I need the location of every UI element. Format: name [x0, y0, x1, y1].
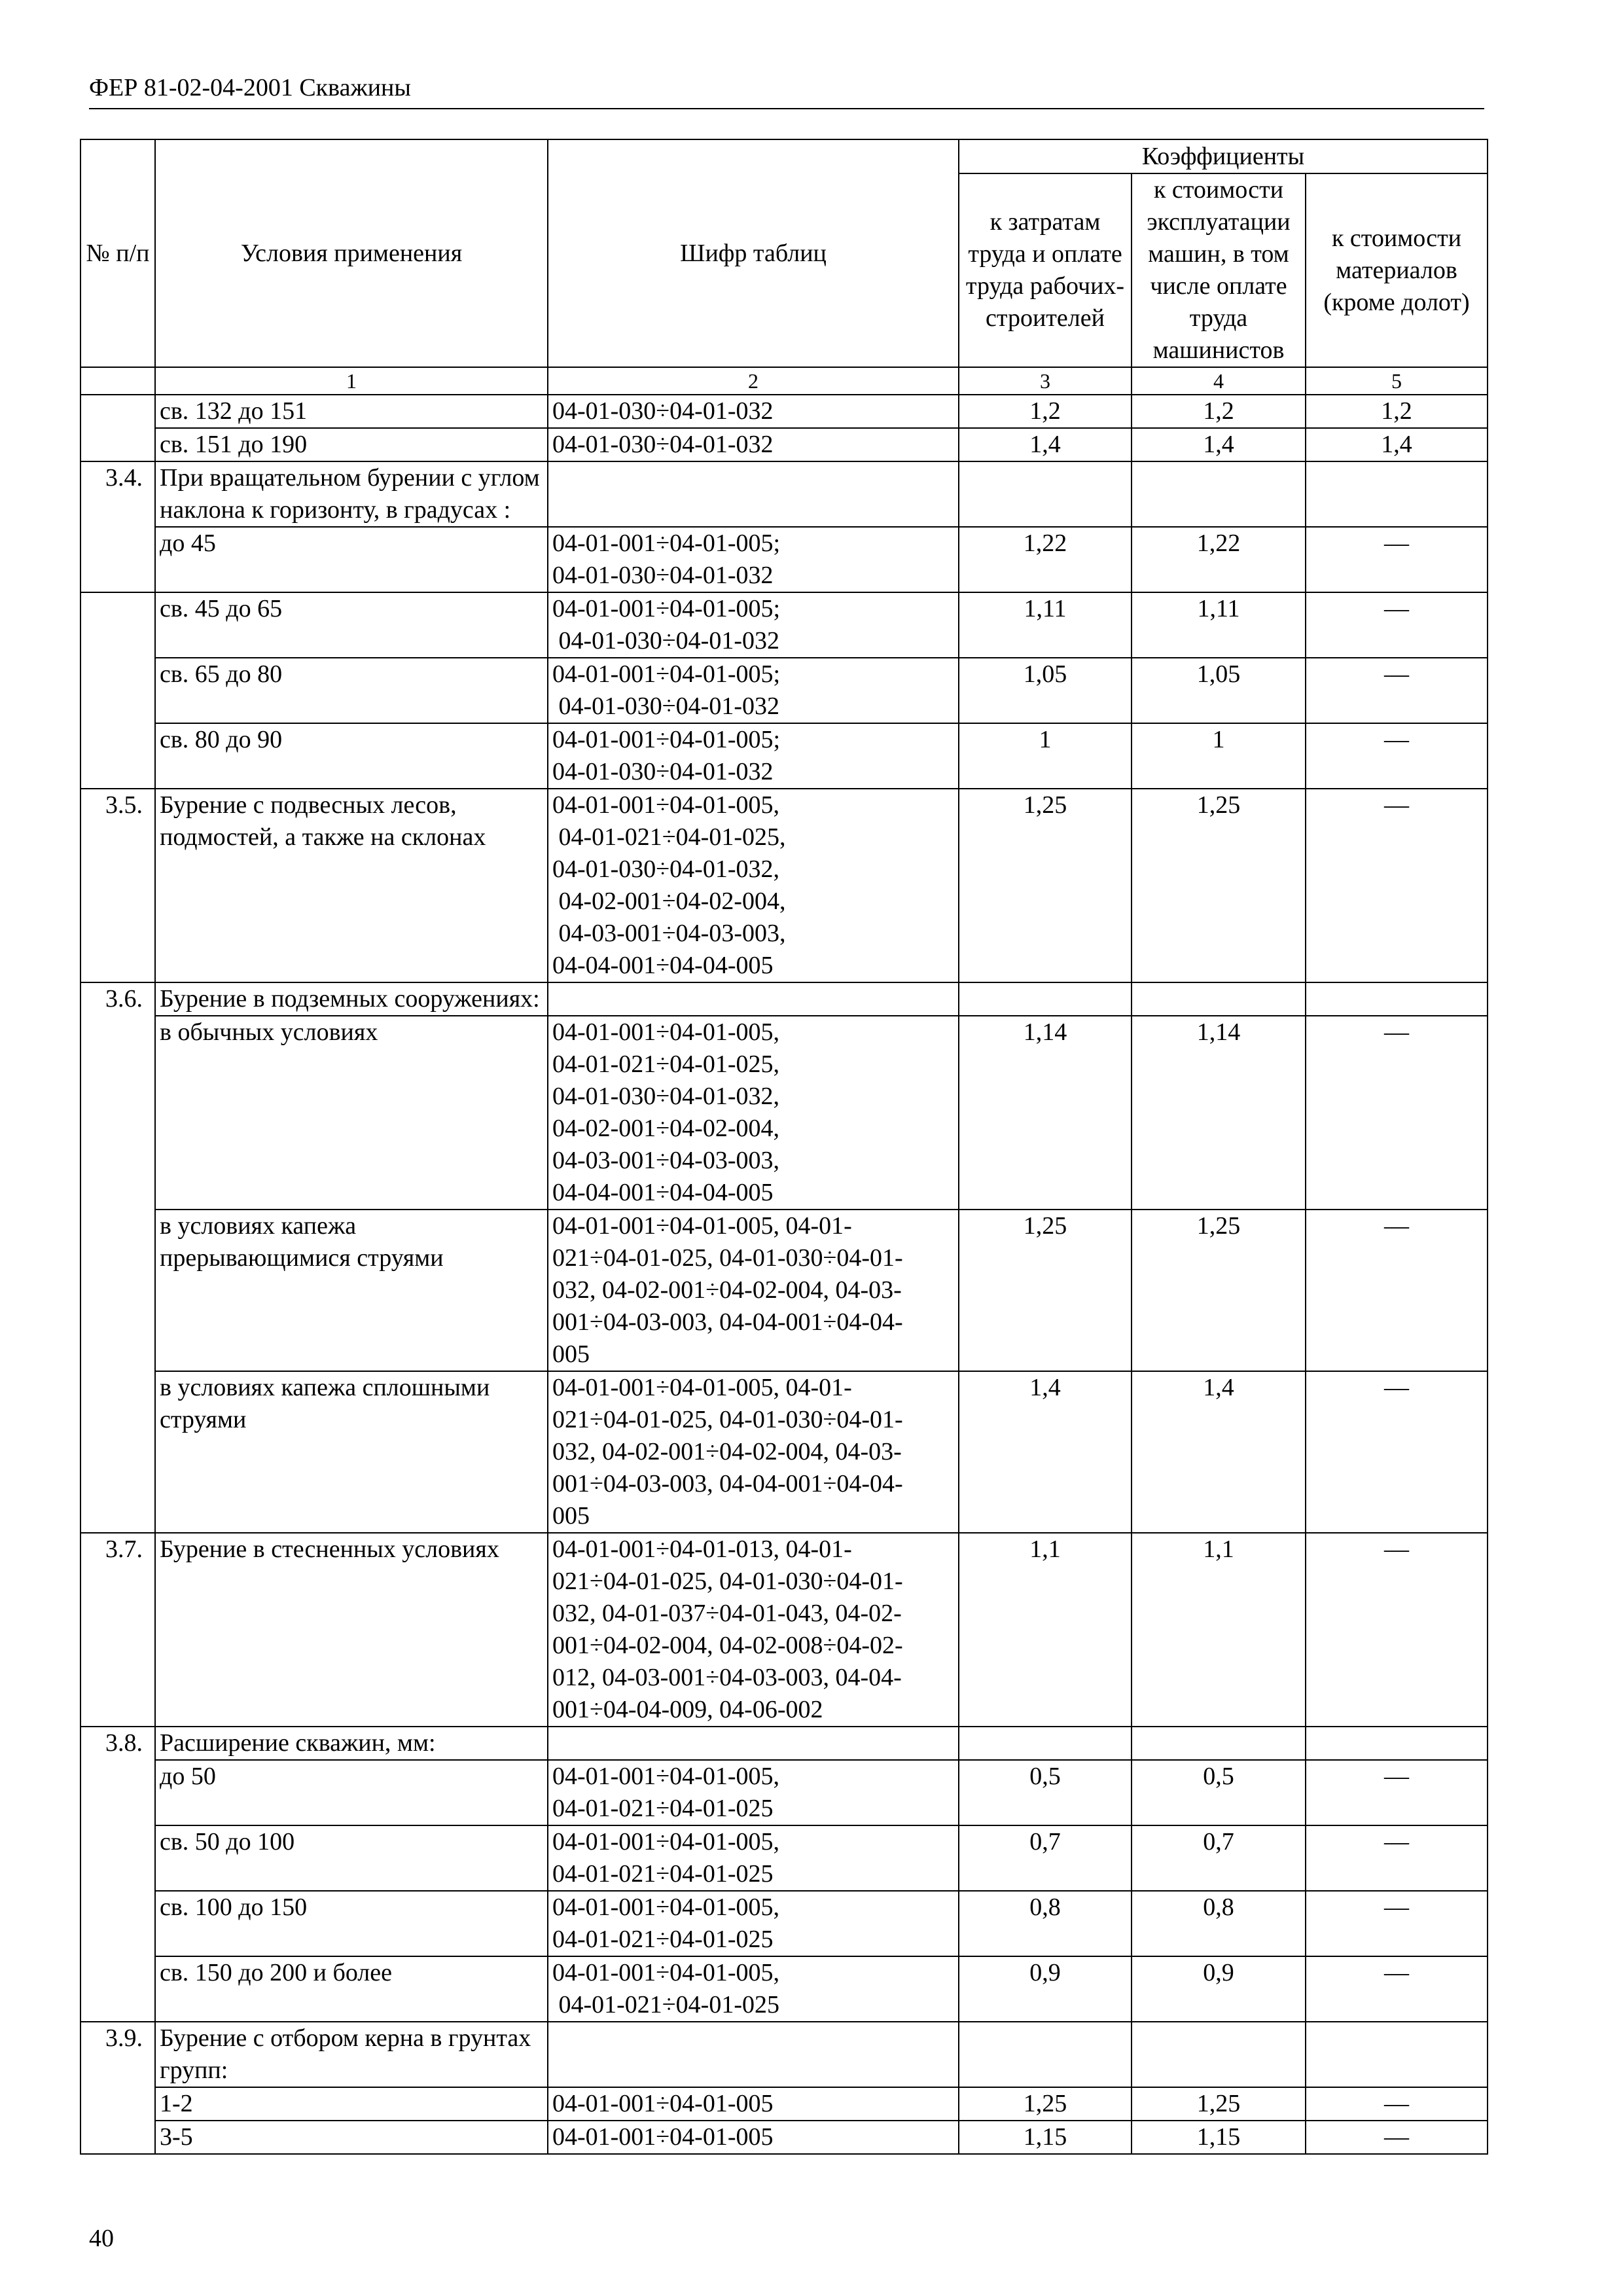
condition-cell: св. 80 до 90	[155, 723, 548, 789]
table-code-cell	[548, 1016, 959, 1210]
header-num: № п/п	[80, 139, 155, 367]
condition-cell: св. 45 до 65	[155, 592, 548, 658]
machines-coef-cell: 1,25	[1132, 1210, 1306, 1371]
labor-coef-cell: 1,11	[959, 592, 1132, 658]
labor-coef-cell: 0,9	[959, 1956, 1132, 2022]
machines-coef-cell: 1,4	[1132, 1371, 1306, 1533]
labor-coef-cell	[959, 461, 1132, 527]
table-code-cell	[548, 1727, 959, 1760]
table-row	[80, 1891, 1488, 1956]
table-code-line: 021÷04-01-025, 04-01-030÷04-01-	[552, 1568, 903, 1595]
table-code-line: 032, 04-01-037÷04-01-043, 04-02-	[552, 1600, 902, 1627]
condition-cell: в условиях капежа сплошными струями	[155, 1371, 548, 1533]
table-code-cell	[548, 1891, 959, 1956]
labor-coef-cell: 0,8	[959, 1891, 1132, 1956]
table-row	[80, 592, 1488, 658]
table-code-cell	[548, 461, 959, 527]
materials-coef-cell	[1306, 1727, 1488, 1760]
table-code-cell	[548, 592, 959, 658]
materials-coef-cell: —	[1306, 1016, 1488, 1210]
condition-cell: Бурение с отбором керна в грунтах групп:	[155, 2022, 548, 2087]
table-row	[80, 658, 1488, 723]
labor-coef-cell: 1,25	[959, 789, 1132, 982]
column-number: 3	[959, 367, 1132, 395]
row-number	[80, 1891, 155, 1956]
table-code-line: 032, 04-02-001÷04-02-004, 04-03-	[552, 1276, 902, 1304]
table-code-line: 04-01-030÷04-01-032	[552, 627, 779, 655]
table-code-line: 04-01-001÷04-01-005;	[552, 726, 781, 753]
row-number: 3.8.	[80, 1727, 155, 1760]
column-numbers-row	[80, 367, 1488, 395]
labor-coef-cell: 1,1	[959, 1533, 1132, 1727]
condition-cell: св. 50 до 100	[155, 1825, 548, 1891]
column-number: 4	[1132, 367, 1306, 395]
header-divider	[89, 108, 1484, 109]
table-code-line: 032, 04-02-001÷04-02-004, 04-03-	[552, 1438, 902, 1465]
table-code-line: 04-01-001÷04-01-005,	[552, 1018, 779, 1046]
machines-coef-cell: 1,1	[1132, 1533, 1306, 1727]
materials-coef-cell: —	[1306, 1533, 1488, 1727]
machines-coef-cell: 1,15	[1132, 2121, 1306, 2154]
labor-coef-cell: 1,15	[959, 2121, 1132, 2154]
header-table-code: Шифр таблиц	[548, 139, 959, 367]
table-code-line: 005	[552, 1340, 590, 1368]
materials-coef-cell	[1306, 461, 1488, 527]
machines-coef-cell: 1,11	[1132, 592, 1306, 658]
table-row	[80, 1825, 1488, 1891]
header-labor-coef: к затратам труда и оплате труда рабочих-строителей	[959, 173, 1132, 367]
table-code-line: 04-01-030÷04-01-032	[552, 431, 774, 458]
labor-coef-cell: 1,22	[959, 527, 1132, 592]
materials-coef-cell: —	[1306, 527, 1488, 592]
table-code-line: 04-01-001÷04-01-013, 04-01-	[552, 1535, 852, 1563]
machines-coef-cell: 1,25	[1132, 2087, 1306, 2121]
table-code-cell	[548, 395, 959, 428]
table-code-line: 04-01-001÷04-01-005, 04-01-	[552, 1374, 852, 1401]
table-code-cell	[548, 2022, 959, 2087]
row-number	[80, 1016, 155, 1210]
row-number	[80, 2087, 155, 2121]
table-code-line: 005	[552, 1502, 590, 1530]
table-code-line: 04-01-030÷04-01-032	[552, 758, 774, 785]
table-row	[80, 1210, 1488, 1371]
row-number: 3.7.	[80, 1533, 155, 1727]
machines-coef-cell: 1,05	[1132, 658, 1306, 723]
machines-coef-cell	[1132, 1727, 1306, 1760]
table-code-line: 04-02-001÷04-02-004,	[552, 1115, 779, 1142]
row-number	[80, 2121, 155, 2154]
table-code-line: 04-01-001÷04-01-005,	[552, 1828, 779, 1856]
header-conditions: Условия применения	[155, 139, 548, 367]
materials-coef-cell: —	[1306, 789, 1488, 982]
machines-coef-cell: 0,7	[1132, 1825, 1306, 1891]
row-number	[80, 1760, 155, 1825]
machines-coef-cell	[1132, 2022, 1306, 2087]
document-header: ФЕР 81-02-04-2001 Скважины	[89, 74, 411, 101]
table-code-cell	[548, 2087, 959, 2121]
row-number: 3.6.	[80, 982, 155, 1016]
condition-cell: 1-2	[155, 2087, 548, 2121]
machines-coef-cell: 1,2	[1132, 395, 1306, 428]
table-code-line: 021÷04-01-025, 04-01-030÷04-01-	[552, 1406, 903, 1433]
table-row	[80, 982, 1488, 1016]
table-code-line: 04-01-001÷04-01-005,	[552, 1893, 779, 1921]
materials-coef-cell: —	[1306, 1956, 1488, 2022]
row-number	[80, 1210, 155, 1371]
table-code-line: 04-01-021÷04-01-025,	[552, 1050, 779, 1078]
table-row	[80, 1533, 1488, 1727]
table-code-cell	[548, 1210, 959, 1371]
table-code-line: 04-01-001÷04-01-005,	[552, 1959, 779, 1986]
table-code-line: 04-01-001÷04-01-005, 04-01-	[552, 1212, 852, 1240]
materials-coef-cell: —	[1306, 1825, 1488, 1891]
table-code-cell	[548, 1533, 959, 1727]
condition-cell: св. 150 до 200 и более	[155, 1956, 548, 2022]
machines-coef-cell	[1132, 982, 1306, 1016]
row-number	[80, 1371, 155, 1533]
table-code-line: 04-01-001÷04-01-005,	[552, 1763, 779, 1790]
condition-cell: св. 132 до 151	[155, 395, 548, 428]
table-row	[80, 1371, 1488, 1533]
table-code-line: 012, 04-03-001÷04-03-003, 04-04-	[552, 1664, 902, 1691]
row-number	[80, 1956, 155, 2022]
machines-coef-cell: 0,5	[1132, 1760, 1306, 1825]
materials-coef-cell	[1306, 2022, 1488, 2087]
table-code-line: 04-03-001÷04-03-003,	[552, 920, 786, 947]
labor-coef-cell	[959, 1727, 1132, 1760]
materials-coef-cell: —	[1306, 2121, 1488, 2154]
table-row	[80, 461, 1488, 527]
row-number: 3.5.	[80, 789, 155, 982]
table-row	[80, 395, 1488, 428]
machines-coef-cell: 1,14	[1132, 1016, 1306, 1210]
machines-coef-cell: 1,22	[1132, 527, 1306, 592]
table-row	[80, 1760, 1488, 1825]
machines-coef-cell: 1,4	[1132, 428, 1306, 461]
labor-coef-cell: 1,4	[959, 1371, 1132, 1533]
column-number: 2	[548, 367, 959, 395]
materials-coef-cell: —	[1306, 2087, 1488, 2121]
labor-coef-cell: 1,25	[959, 1210, 1132, 1371]
machines-coef-cell: 1,25	[1132, 789, 1306, 982]
table-code-line: 04-01-001÷04-01-005	[552, 2090, 774, 2117]
table-code-line: 04-01-030÷04-01-032	[552, 397, 774, 425]
condition-cell: Бурение в подземных сооружениях:	[155, 982, 548, 1016]
table-code-cell	[548, 723, 959, 789]
header-materials-coef: к стоимости материалов (кроме долот)	[1306, 173, 1488, 367]
condition-cell: Бурение с подвесных лесов, подмостей, а также на склонах	[155, 789, 548, 982]
table-code-line: 04-01-030÷04-01-032	[552, 562, 774, 589]
table-row	[80, 789, 1488, 982]
table-code-cell	[548, 1760, 959, 1825]
column-number	[80, 367, 155, 395]
machines-coef-cell: 0,8	[1132, 1891, 1306, 1956]
table-code-line: 04-01-030÷04-01-032,	[552, 1083, 779, 1110]
table-row	[80, 428, 1488, 461]
header-coefficients: Коэффициенты	[959, 139, 1488, 173]
table-code-line: 04-02-001÷04-02-004,	[552, 888, 786, 915]
table-code-line: 04-01-001÷04-01-005,	[552, 791, 779, 819]
materials-coef-cell: —	[1306, 592, 1488, 658]
materials-coef-cell	[1306, 982, 1488, 1016]
table-code-cell	[548, 527, 959, 592]
row-number	[80, 428, 155, 461]
labor-coef-cell: 0,5	[959, 1760, 1132, 1825]
machines-coef-cell: 0,9	[1132, 1956, 1306, 2022]
row-number	[80, 1825, 155, 1891]
table-code-line: 04-01-001÷04-01-005;	[552, 660, 781, 688]
labor-coef-cell	[959, 2022, 1132, 2087]
table-code-line: 04-01-001÷04-01-005;	[552, 529, 781, 557]
table-row	[80, 1956, 1488, 2022]
table-code-line: 04-04-001÷04-04-005	[552, 952, 774, 979]
table-code-line: 001÷04-04-009, 04-06-002	[552, 1696, 823, 1723]
condition-cell: до 45	[155, 527, 548, 592]
table-code-cell	[548, 1371, 959, 1533]
row-number	[80, 592, 155, 658]
condition-cell: св. 100 до 150	[155, 1891, 548, 1956]
labor-coef-cell: 0,7	[959, 1825, 1132, 1891]
condition-cell: в обычных условиях	[155, 1016, 548, 1210]
header-machines-coef: к стоимости эксплуатации машин, в том числе оплате труда машинистов	[1132, 173, 1306, 367]
materials-coef-cell: 1,4	[1306, 428, 1488, 461]
table-code-line: 001÷04-03-003, 04-04-001÷04-04-	[552, 1308, 903, 1336]
table-code-cell	[548, 428, 959, 461]
machines-coef-cell	[1132, 461, 1306, 527]
labor-coef-cell: 1	[959, 723, 1132, 789]
table-code-cell	[548, 1956, 959, 2022]
machines-coef-cell: 1	[1132, 723, 1306, 789]
table-row	[80, 2087, 1488, 2121]
table-row	[80, 723, 1488, 789]
labor-coef-cell: 1,2	[959, 395, 1132, 428]
materials-coef-cell: 1,2	[1306, 395, 1488, 428]
table-code-cell	[548, 1825, 959, 1891]
table-code-line: 04-01-021÷04-01-025	[552, 1795, 774, 1822]
labor-coef-cell: 1,14	[959, 1016, 1132, 1210]
table-row	[80, 527, 1488, 592]
table-code-line: 04-01-001÷04-01-005;	[552, 595, 781, 622]
table-row	[80, 1727, 1488, 1760]
labor-coef-cell: 1,4	[959, 428, 1132, 461]
row-number	[80, 723, 155, 789]
coefficients-table	[80, 139, 1488, 2155]
condition-cell: св. 151 до 190	[155, 428, 548, 461]
condition-cell: При вращательном бурении с углом наклона к горизонту, в градусах :	[155, 461, 548, 527]
table-code-line: 04-03-001÷04-03-003,	[552, 1147, 779, 1174]
table-code-line: 04-04-001÷04-04-005	[552, 1179, 774, 1206]
materials-coef-cell: —	[1306, 723, 1488, 789]
materials-coef-cell: —	[1306, 1210, 1488, 1371]
row-number: 3.9.	[80, 2022, 155, 2087]
table-code-line: 001÷04-02-004, 04-02-008÷04-02-	[552, 1632, 903, 1659]
condition-cell: Расширение скважин, мм:	[155, 1727, 548, 1760]
materials-coef-cell: —	[1306, 1371, 1488, 1533]
column-number: 5	[1306, 367, 1488, 395]
table-code-line: 001÷04-03-003, 04-04-001÷04-04-	[552, 1470, 903, 1498]
materials-coef-cell: —	[1306, 1760, 1488, 1825]
table-code-line: 04-01-021÷04-01-025	[552, 1926, 774, 1953]
materials-coef-cell: —	[1306, 1891, 1488, 1956]
table-code-line: 04-01-021÷04-01-025	[552, 1860, 774, 1888]
table-row	[80, 2121, 1488, 2154]
row-number	[80, 395, 155, 428]
condition-cell: в условиях капежа прерывающимися струями	[155, 1210, 548, 1371]
table-row	[80, 2022, 1488, 2087]
materials-coef-cell: —	[1306, 658, 1488, 723]
condition-cell: до 50	[155, 1760, 548, 1825]
condition-cell: 3-5	[155, 2121, 548, 2154]
labor-coef-cell	[959, 982, 1132, 1016]
row-number: 3.4.	[80, 461, 155, 527]
table-code-line: 04-01-021÷04-01-025	[552, 1991, 779, 2018]
condition-cell: св. 65 до 80	[155, 658, 548, 723]
table-body	[80, 395, 1488, 2154]
table-code-line: 04-01-021÷04-01-025,	[552, 823, 786, 851]
labor-coef-cell: 1,25	[959, 2087, 1132, 2121]
table-code-line: 021÷04-01-025, 04-01-030÷04-01-	[552, 1244, 903, 1272]
condition-cell: Бурение в стесненных условиях	[155, 1533, 548, 1727]
table-code-line: 04-01-001÷04-01-005	[552, 2123, 774, 2151]
table-code-cell	[548, 658, 959, 723]
table-code-cell	[548, 982, 959, 1016]
page-number: 40	[89, 2225, 114, 2252]
labor-coef-cell: 1,05	[959, 658, 1132, 723]
table-code-line: 04-01-030÷04-01-032,	[552, 855, 779, 883]
table-code-cell	[548, 2121, 959, 2154]
row-number	[80, 658, 155, 723]
column-number: 1	[155, 367, 548, 395]
table-code-line: 04-01-030÷04-01-032	[552, 692, 779, 720]
row-number	[80, 527, 155, 592]
table-code-cell	[548, 789, 959, 982]
table-row	[80, 1016, 1488, 1210]
